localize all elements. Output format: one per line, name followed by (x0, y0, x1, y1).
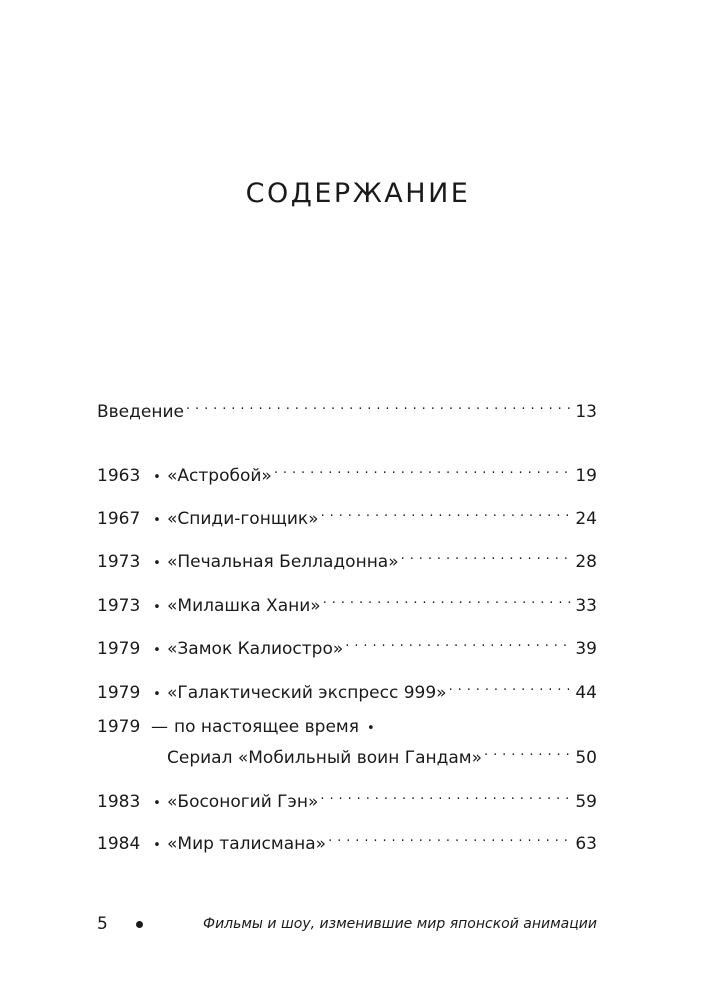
dot-leader (186, 395, 573, 417)
toc-entry-title: «Галактический экспресс 999» (167, 683, 447, 703)
bullet-separator: • (153, 838, 161, 853)
toc-entry-title: «Милашка Хани» (167, 596, 321, 616)
toc-entry-title: Введение (97, 402, 184, 422)
page-title: СОДЕРЖАНИЕ (245, 178, 471, 209)
toc-entry-period: по настоящее время (174, 717, 359, 737)
toc-entry-title: «Замок Калиостро» (167, 639, 344, 659)
bullet-separator: • (153, 643, 161, 658)
dot-leader (320, 785, 573, 807)
dot-leader (449, 676, 574, 698)
toc-page-number: 39 (575, 639, 597, 659)
bullet-separator: • (153, 796, 161, 811)
toc-entry[interactable] (97, 589, 597, 616)
bullet-separator: • (153, 513, 161, 528)
bullet-separator: • (153, 600, 161, 615)
toc-entry[interactable] (97, 632, 597, 659)
dot-leader (328, 827, 573, 849)
dot-leader (321, 502, 574, 524)
toc-year: 1973 (97, 552, 141, 572)
toc-entry[interactable] (97, 827, 597, 854)
toc-entry-title: «Спиди-гонщик» (167, 509, 319, 529)
toc-entry[interactable] (97, 502, 597, 529)
page-number: 5 (97, 914, 108, 934)
toc-entry-title: «Астробой» (167, 466, 272, 486)
dash-separator: — (151, 717, 168, 737)
toc-entry-intro[interactable] (97, 395, 597, 422)
footer-bullet-dot (136, 921, 143, 928)
bullet-separator: • (366, 721, 375, 736)
dot-leader (323, 589, 574, 611)
toc-page-number: 24 (575, 509, 597, 529)
toc-year: 1979 (97, 717, 141, 737)
toc-year: 1983 (97, 792, 141, 812)
dot-leader (274, 459, 574, 481)
toc-year: 1979 (97, 639, 141, 659)
toc-page-number: 50 (575, 748, 597, 768)
toc-year: 1963 (97, 466, 141, 486)
dot-leader (484, 741, 573, 763)
dot-leader (345, 632, 573, 654)
toc-page-number: 19 (575, 466, 597, 486)
dot-leader (401, 545, 574, 567)
toc-entry[interactable] (97, 676, 597, 703)
running-head: Фильмы и шоу, изменившие мир японской анимации (203, 916, 597, 932)
toc-entry-title: «Мир талисмана» (167, 834, 327, 854)
toc-year: 1979 (97, 683, 141, 703)
toc-year: 1967 (97, 509, 141, 529)
toc-page-number: 33 (575, 596, 597, 616)
bullet-separator: • (153, 556, 161, 571)
toc-entry[interactable] (97, 545, 597, 572)
toc-entry-title: Сериал «Мобильный воин Гандам» (167, 748, 483, 768)
toc-entry[interactable] (97, 785, 597, 812)
toc-page-number: 28 (575, 552, 597, 572)
toc-entry-multiline[interactable] (97, 716, 597, 768)
bullet-separator: • (153, 687, 161, 702)
toc-year: 1973 (97, 596, 141, 616)
toc-page-number: 44 (575, 683, 597, 703)
page-footer (97, 914, 597, 938)
toc-page-number: 63 (575, 834, 597, 854)
bullet-separator: • (153, 470, 161, 485)
toc-year: 1984 (97, 834, 141, 854)
toc-entry[interactable] (97, 459, 597, 486)
toc-entry-title: «Босоногий Гэн» (167, 792, 319, 812)
toc-entry-title: «Печальная Белладонна» (167, 552, 399, 572)
toc-page-number: 13 (575, 402, 597, 422)
toc-page-number: 59 (575, 792, 597, 812)
